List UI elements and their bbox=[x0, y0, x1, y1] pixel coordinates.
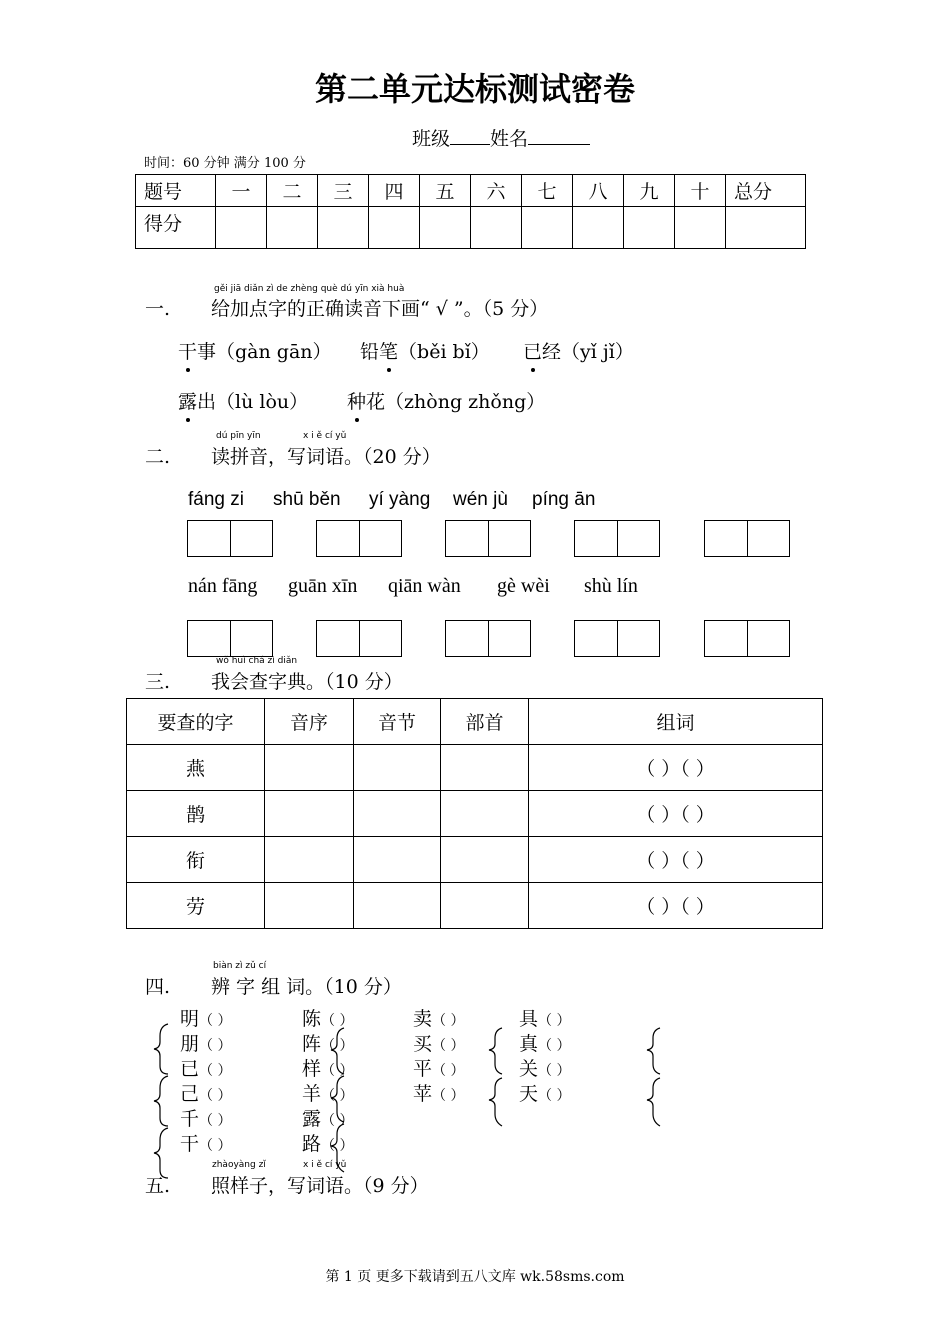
s2-pinyin: dú pīn yīn bbox=[216, 431, 261, 441]
s1-item bbox=[178, 387, 308, 414]
s2-row2-pinyin: shù lín bbox=[584, 575, 638, 597]
s4-blank[interactable]: （ ） bbox=[199, 1038, 232, 1054]
s1-dotted-char: 露 bbox=[178, 387, 197, 414]
s4-blank[interactable]: （ ） bbox=[432, 1063, 465, 1079]
s3-pinyin: wǒ huì chá zì diǎn bbox=[216, 656, 298, 666]
s1-dotted-char: 已 bbox=[523, 337, 542, 364]
dict-cell[interactable] bbox=[265, 837, 354, 883]
s4-entry: 关（ ） bbox=[519, 1058, 571, 1080]
s4-entry: 平（ ） bbox=[413, 1058, 465, 1080]
s1-item bbox=[178, 337, 332, 364]
answer-box[interactable] bbox=[445, 620, 531, 657]
s4-blank[interactable]: （ ） bbox=[199, 1138, 232, 1154]
s4-blank[interactable]: （ ） bbox=[199, 1113, 232, 1129]
dict-header: 组词 bbox=[529, 699, 823, 745]
s2-row1-pinyin: shū běn bbox=[273, 489, 341, 510]
dictionary-table bbox=[126, 698, 823, 929]
s1-item bbox=[523, 337, 634, 364]
s2-row1-pinyin: wén jù bbox=[453, 489, 508, 510]
score-row-values bbox=[136, 207, 806, 249]
s4-blank[interactable]: （ ） bbox=[199, 1013, 232, 1029]
s1-dotted-char: 种 bbox=[347, 387, 366, 414]
answer-box[interactable] bbox=[187, 520, 273, 557]
s1-item-text: 事（gàn gān） bbox=[197, 341, 332, 363]
score-col-header: 一 bbox=[216, 175, 267, 207]
answer-box[interactable] bbox=[187, 620, 273, 657]
s5-title: 照样子，写词语。（9 分） bbox=[211, 1175, 429, 1197]
s4-heading bbox=[145, 972, 402, 999]
brace-icon bbox=[489, 1078, 502, 1126]
s4-entry: 朋（ ） bbox=[180, 1033, 232, 1055]
dict-word-blank[interactable]: （ ）（ ） bbox=[529, 791, 823, 837]
dict-cell[interactable] bbox=[265, 791, 354, 837]
brace-icon bbox=[331, 1028, 344, 1074]
s4-blank[interactable]: （ ） bbox=[538, 1013, 571, 1029]
s2-row1-pinyin: píng ān bbox=[532, 489, 596, 510]
s4-entry: 买（ ） bbox=[413, 1033, 465, 1055]
s4-entry: 样（ ） bbox=[302, 1058, 354, 1080]
s4-entry: 已（ ） bbox=[180, 1058, 232, 1080]
s1-item-text: 出（lù lòu） bbox=[197, 391, 309, 413]
dict-cell[interactable] bbox=[265, 745, 354, 791]
s4-blank[interactable]: （ ） bbox=[321, 1013, 354, 1029]
s4-entry: 露（ ） bbox=[302, 1108, 354, 1130]
dict-char: 鹊 bbox=[127, 791, 265, 837]
s4-blank[interactable]: （ ） bbox=[199, 1088, 232, 1104]
s4-entry: 干（ ） bbox=[180, 1133, 232, 1155]
answer-box[interactable] bbox=[704, 620, 790, 657]
answer-box[interactable] bbox=[574, 520, 660, 557]
s4-entry: 己（ ） bbox=[180, 1083, 232, 1105]
page-footer: 第 1 页 更多下载请到五八文库 wk.58sms.com bbox=[325, 1269, 625, 1285]
s2-number: 二. bbox=[145, 446, 171, 468]
score-col-header: 四 bbox=[369, 175, 420, 207]
s2-row1-pinyin: yí yàng bbox=[369, 489, 431, 510]
s4-blank[interactable]: （ ） bbox=[432, 1088, 465, 1104]
s2-title: 读拼音，写词语。（20 分） bbox=[211, 446, 441, 468]
s4-blank[interactable]: （ ） bbox=[432, 1038, 465, 1054]
name-blank[interactable] bbox=[528, 126, 590, 145]
s2-row1-pinyin: fáng zi bbox=[188, 489, 244, 510]
page-title: 第二单元达标测试密卷 bbox=[314, 70, 635, 108]
score-cell[interactable] bbox=[318, 207, 369, 249]
s4-blank[interactable]: （ ） bbox=[321, 1063, 354, 1079]
score-col-header: 二 bbox=[267, 175, 318, 207]
class-name-line bbox=[412, 124, 590, 151]
score-cell[interactable] bbox=[369, 207, 420, 249]
brace-icon bbox=[154, 1076, 168, 1126]
dict-word-blank[interactable]: （ ）（ ） bbox=[529, 883, 823, 929]
s4-blank[interactable]: （ ） bbox=[321, 1138, 354, 1154]
score-row2-label: 得分 bbox=[136, 207, 216, 249]
s4-blank[interactable]: （ ） bbox=[321, 1038, 354, 1054]
score-cell[interactable] bbox=[471, 207, 522, 249]
score-col-header: 七 bbox=[522, 175, 573, 207]
score-col-header: 八 bbox=[573, 175, 624, 207]
s3-title: 我会查字典。（10 分） bbox=[211, 671, 403, 693]
answer-box[interactable] bbox=[574, 620, 660, 657]
dict-cell[interactable] bbox=[354, 791, 441, 837]
s4-title: 辨 字 组 词。（10 分） bbox=[211, 976, 402, 998]
score-col-header: 九 bbox=[624, 175, 675, 207]
s4-entry: 羊（ ） bbox=[302, 1083, 354, 1105]
s4-entry: 真（ ） bbox=[519, 1033, 571, 1055]
brace-icon bbox=[647, 1028, 660, 1074]
s4-blank[interactable]: （ ） bbox=[432, 1013, 465, 1029]
dict-char: 劳 bbox=[127, 883, 265, 929]
dict-cell[interactable] bbox=[441, 883, 529, 929]
s4-entry: 陈（ ） bbox=[302, 1008, 354, 1030]
dict-header-row bbox=[127, 699, 823, 745]
score-col-header: 六 bbox=[471, 175, 522, 207]
dict-row bbox=[127, 745, 823, 791]
dict-cell[interactable] bbox=[441, 745, 529, 791]
score-row-header bbox=[136, 175, 806, 207]
s1-item bbox=[347, 387, 545, 414]
s2-row2-pinyin: guān xīn bbox=[288, 575, 358, 597]
dict-header: 要查的字 bbox=[127, 699, 265, 745]
s1-dotted-char: 笔 bbox=[379, 337, 398, 364]
score-col-header: 五 bbox=[420, 175, 471, 207]
score-table bbox=[135, 174, 806, 249]
s4-entry: 具（ ） bbox=[519, 1008, 571, 1030]
time-info: 时间：60 分钟 满分 100 分 bbox=[144, 156, 306, 171]
s4-blank[interactable]: （ ） bbox=[321, 1088, 354, 1104]
class-blank[interactable] bbox=[450, 126, 490, 145]
score-col-header: 总分 bbox=[726, 175, 806, 207]
score-cell[interactable] bbox=[216, 207, 267, 249]
answer-box[interactable] bbox=[704, 520, 790, 557]
dict-row bbox=[127, 883, 823, 929]
s2-row2-pinyin: gè wèi bbox=[497, 575, 550, 597]
dict-row bbox=[127, 791, 823, 837]
s3-number: 三. bbox=[145, 671, 171, 693]
s4-entry: 卖（ ） bbox=[413, 1008, 465, 1030]
s1-number: 一. bbox=[145, 298, 171, 320]
score-cell[interactable] bbox=[420, 207, 471, 249]
s4-entry: 明（ ） bbox=[180, 1008, 232, 1030]
s1-item-text: 花（zhòng zhǒng） bbox=[366, 391, 546, 413]
s1-item-text: 经（yǐ jǐ） bbox=[542, 341, 634, 363]
s4-entry: 路（ ） bbox=[302, 1133, 354, 1155]
s4-entry: 苹（ ） bbox=[413, 1083, 465, 1105]
s1-item-text: 铅 bbox=[360, 341, 380, 363]
s4-blank[interactable]: （ ） bbox=[538, 1063, 571, 1079]
s5-pinyin: zhàoyàng zǐ bbox=[212, 1160, 266, 1170]
brace-icon bbox=[647, 1078, 660, 1126]
brace-group-icon bbox=[326, 1026, 350, 1176]
dict-cell[interactable] bbox=[265, 883, 354, 929]
s5-number: 五. bbox=[145, 1175, 171, 1197]
score-cell[interactable] bbox=[726, 207, 806, 249]
s4-blank[interactable]: （ ） bbox=[538, 1038, 571, 1054]
score-cell[interactable] bbox=[522, 207, 573, 249]
s4-blank[interactable]: （ ） bbox=[199, 1063, 232, 1079]
answer-box[interactable] bbox=[316, 620, 402, 657]
brace-icon bbox=[154, 1024, 168, 1074]
score-col-header: 三 bbox=[318, 175, 369, 207]
brace-icon bbox=[331, 1076, 344, 1122]
s3-heading bbox=[145, 667, 403, 694]
s1-pinyin: gěi jiā diǎn zì de zhèng què dú yīn xià huà bbox=[214, 284, 405, 294]
score-cell[interactable] bbox=[624, 207, 675, 249]
s1-title: 给加点字的正确读音下画“ √ ”。（5 分） bbox=[211, 298, 549, 320]
name-label: 姓名 bbox=[490, 128, 529, 150]
s4-number: 四. bbox=[145, 976, 171, 998]
score-row1-label: 题号 bbox=[136, 175, 216, 207]
s1-item-text: （běi bǐ） bbox=[398, 341, 490, 363]
s1-item bbox=[360, 337, 490, 364]
answer-box[interactable] bbox=[316, 520, 402, 557]
dict-char: 衔 bbox=[127, 837, 265, 883]
s5-heading bbox=[145, 1171, 429, 1198]
s1-dotted-char: 干 bbox=[178, 337, 197, 364]
dict-header: 音节 bbox=[354, 699, 441, 745]
s2-heading bbox=[145, 442, 441, 469]
brace-group-icon bbox=[150, 1022, 180, 1182]
brace-group-icon bbox=[642, 1026, 666, 1130]
s4-blank[interactable]: （ ） bbox=[538, 1088, 571, 1104]
s2-pinyin: x i ě cí yǔ bbox=[303, 431, 347, 441]
dict-cell[interactable] bbox=[441, 791, 529, 837]
score-cell[interactable] bbox=[267, 207, 318, 249]
dict-cell[interactable] bbox=[354, 745, 441, 791]
brace-group-icon bbox=[484, 1026, 508, 1130]
s4-entry: 千（ ） bbox=[180, 1108, 232, 1130]
s2-row2-pinyin: nán fāng bbox=[188, 575, 258, 597]
s1-heading bbox=[145, 294, 548, 321]
s2-row2-pinyin: qiān wàn bbox=[388, 575, 461, 597]
s4-pinyin: biàn zì zǔ cí bbox=[213, 961, 267, 971]
dict-word-blank[interactable]: （ ）（ ） bbox=[529, 837, 823, 883]
score-cell[interactable] bbox=[675, 207, 726, 249]
dict-word-blank[interactable]: （ ）（ ） bbox=[529, 745, 823, 791]
s4-blank[interactable]: （ ） bbox=[321, 1113, 354, 1129]
s5-pinyin: x i ě cí yǔ bbox=[303, 1160, 347, 1170]
dict-cell[interactable] bbox=[441, 837, 529, 883]
dict-row bbox=[127, 837, 823, 883]
s4-entry: 阵（ ） bbox=[302, 1033, 354, 1055]
score-col-header: 十 bbox=[675, 175, 726, 207]
dict-header: 部首 bbox=[441, 699, 529, 745]
score-cell[interactable] bbox=[573, 207, 624, 249]
dict-header: 音序 bbox=[265, 699, 354, 745]
s4-entry: 天（ ） bbox=[519, 1083, 571, 1105]
dict-char: 燕 bbox=[127, 745, 265, 791]
brace-icon bbox=[489, 1028, 502, 1074]
class-label: 班级 bbox=[412, 128, 451, 150]
answer-box[interactable] bbox=[445, 520, 531, 557]
dict-cell[interactable] bbox=[354, 883, 441, 929]
dict-cell[interactable] bbox=[354, 837, 441, 883]
